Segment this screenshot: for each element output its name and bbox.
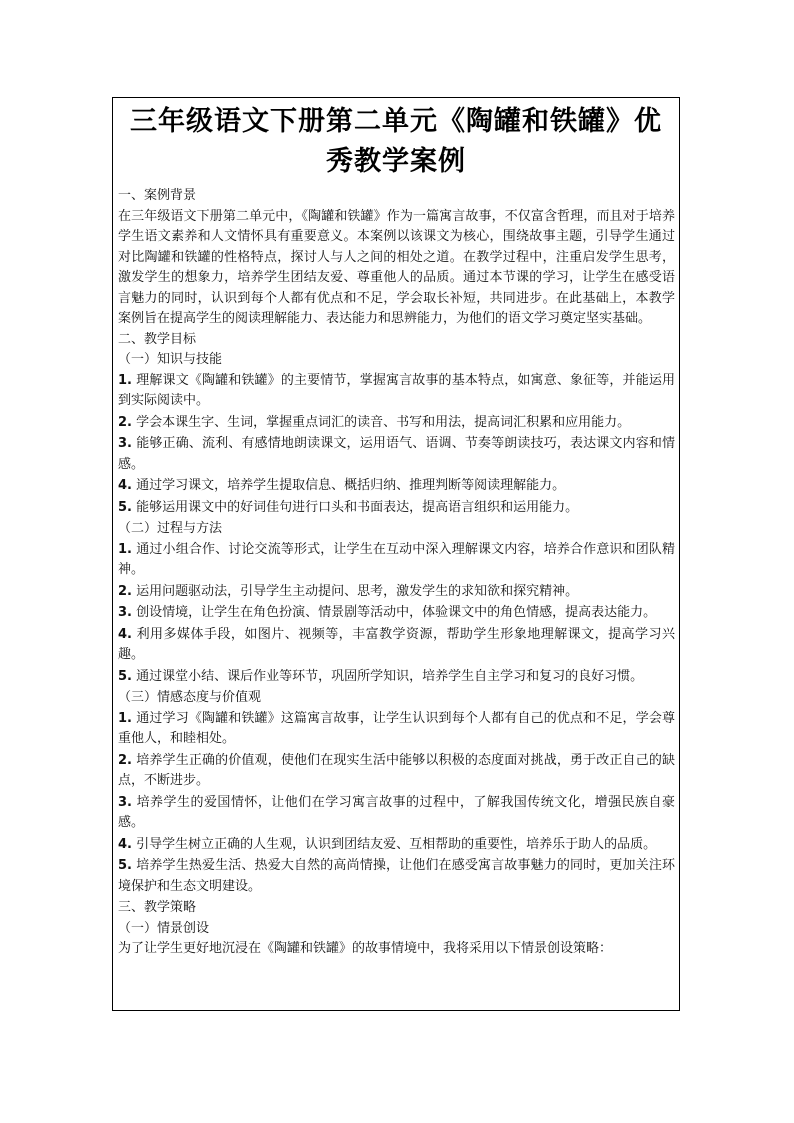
list-item: 3. 能够正确、流利、有感情地朗读课文，运用语气、语调、节奏等朗读技巧，表达课文内容和情感。 xyxy=(118,436,675,472)
list-item: 1. 通过学习《陶罐和铁罐》这篇寓言故事，让学生认识到每个人都有自己的优点和不足，学会尊重他人，和睦相处。 xyxy=(118,710,675,746)
heading-strategy: 三、教学策略 xyxy=(118,900,197,915)
list-item: 5. 能够运用课文中的好词佳句进行口头和书面表达，提高语言组织和运用能力。 xyxy=(118,499,579,515)
subheading-knowledge: （一）知识与技能 xyxy=(118,352,223,367)
list-item: 1. 通过小组合作、讨论交流等形式，让学生在互动中深入理解课文内容，培养合作意识和团队精神。 xyxy=(118,541,675,577)
subheading-scene: （一）情景创设 xyxy=(118,920,210,936)
list-item: 5. 培养学生热爱生活、热爱大自然的高尚情操，让他们在感受寓言故事魅力的同时，更加关注环境保护和生态文明建设。 xyxy=(118,858,675,894)
paragraph-scene: 为了让学生更好地沉浸在《陶罐和铁罐》的故事情境中，我将采用以下情景创设策略： xyxy=(118,941,613,956)
list-item: 4. 通过学习课文，培养学生提取信息、概括归纳、推理判断等阅读理解能力。 xyxy=(118,478,566,493)
list-item: 2. 学会本课生字、生词，掌握重点词汇的读音、书写和用法，提高词汇积累和应用能力。 xyxy=(118,414,631,430)
heading-goals: 二、教学目标 xyxy=(118,331,197,347)
content-frame xyxy=(112,97,680,1011)
document-title: 三年级语文下册第二单元《陶罐和铁罐》优秀教学案例 xyxy=(130,106,662,177)
list-item: 2. 培养学生正确的价值观，使他们在现实生活中能够以积极的态度面对挑战，勇于改正自己的缺点，不断进步。 xyxy=(118,752,675,788)
heading-background: 一、案例背景 xyxy=(118,188,197,203)
document-body xyxy=(113,186,679,960)
subheading-values: （三）情感态度与价值观 xyxy=(118,690,262,705)
list-item: 5. 通过课堂小结、课后作业等环节，巩固所学知识，培养学生自主学习和复习的良好习惯。 xyxy=(118,668,644,684)
list-item: 1. 理解课文《陶罐和铁罐》的主要情节，掌握寓言故事的基本特点，如寓意、象征等，并能运用到实际阅读中。 xyxy=(118,372,675,408)
list-item: 2. 运用问题驱动法，引导学生主动提问、思考，激发学生的求知欲和探究精神。 xyxy=(118,583,579,599)
subheading-process: （二）过程与方法 xyxy=(118,521,223,536)
list-item: 3. 培养学生的爱国情怀，让他们在学习寓言故事的过程中，了解我国传统文化，增强民族自豪感。 xyxy=(118,794,675,830)
list-item: 3. 创设情境，让学生在角色扮演、情景剧等活动中，体验课文中的角色情感，提高表达能力。 xyxy=(118,605,657,620)
list-item: 4. 利用多媒体手段，如图片、视频等，丰富教学资源，帮助学生形象地理解课文，提高学习兴趣。 xyxy=(118,626,675,662)
list-item: 4. 引导学生树立正确的人生观，认识到团结友爱、互相帮助的重要性，培养乐于助人的品质。 xyxy=(118,836,657,852)
paragraph-background: 在三年级语文下册第二单元中，《陶罐和铁罐》作为一篇寓言故事，不仅富含哲理，而且对于培养学生语文素养和人文情怀具有重要意义。本案例以该课文为核心，围绕故事主题，引导学生通过对比陶罐和铁罐的性格特点，探讨人与人之间的相处之道。在教学过程中，注重启发学生思考，激发学生的想象力，培养学生团结友爱、尊重他人的品质。通过本节课的学习，让学生在感受语言魅力的同时，认识到每个人都有优点和不足，学会取长补短，共同进步。在此基础上，本教学案例旨在提高学生的阅读理解能力、表达能力和思辨能力，为他们的语文学习奠定坚实基础。 xyxy=(118,208,675,326)
